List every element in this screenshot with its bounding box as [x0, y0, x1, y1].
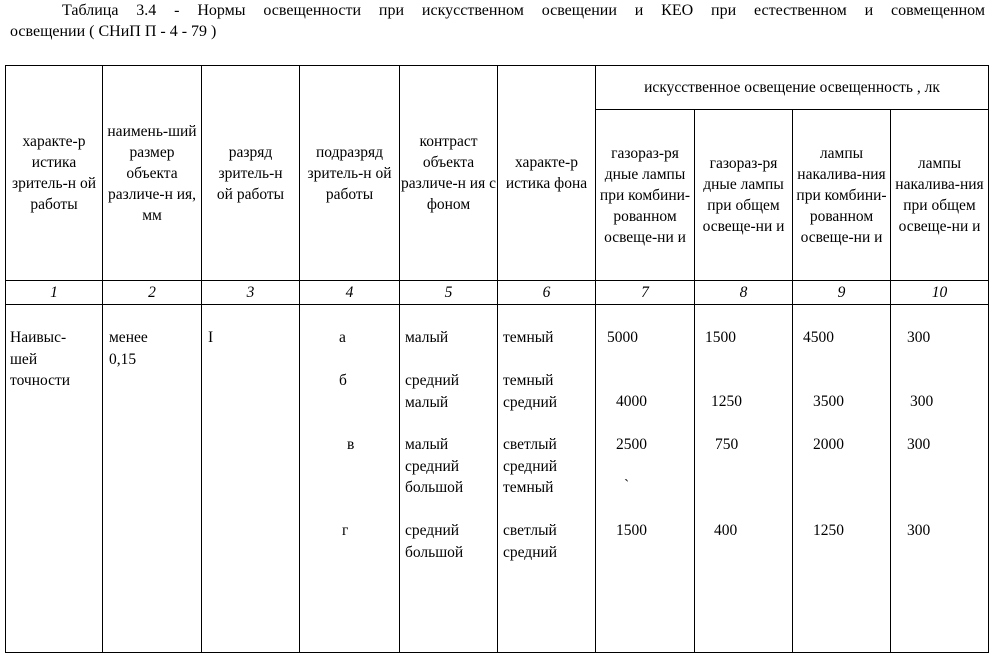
subcategory-v: в: [347, 436, 355, 453]
illuminance-value: 2500: [616, 436, 647, 453]
illuminance-value: 1250: [813, 522, 844, 539]
illuminance-value: 300: [910, 393, 934, 410]
contrast-value: средний большой: [405, 522, 464, 561]
illuminance-value: 4000: [616, 393, 647, 410]
min-size-value: менее 0,15: [109, 329, 148, 368]
background-value: светлый средний: [503, 522, 558, 561]
column-number: 3: [246, 284, 255, 301]
subcategory-g: г: [342, 522, 349, 539]
category-value: I: [208, 329, 214, 346]
header-gas-discharge-general: газораз-ря дные лампы при общем освеще-ни и: [702, 155, 785, 235]
contrast-value: малый: [405, 329, 449, 346]
table-border-bottom: [5, 652, 989, 653]
contrast-value: средний малый: [405, 372, 460, 411]
group-header-artificial-lighting: искусственное освещение освещенность , лк: [644, 78, 940, 96]
illuminance-value: 1500: [705, 329, 736, 346]
column-number: 9: [837, 284, 846, 301]
header-incandescent-general: лампы накалива-ния при общем освеще-ни и: [895, 155, 984, 235]
background-value: темный средний: [503, 372, 558, 411]
background-value: темный: [503, 329, 554, 346]
illuminance-value: 750: [715, 436, 739, 453]
header-min-object-size: наимень-ший размер объекта различе-н ия, мм: [107, 122, 197, 224]
header-background-characteristic: характе-р истика фона: [505, 154, 588, 192]
table-border-right: [988, 65, 989, 653]
header-gas-discharge-combined: газораз-ря дные лампы при комбини-рованном освеще-ни и: [599, 144, 691, 246]
illuminance-value: 300: [907, 522, 931, 539]
illuminance-value: 1250: [711, 393, 742, 410]
illuminance-value: 1500: [616, 522, 647, 539]
contrast-value: малый средний большой: [405, 436, 464, 496]
illuminance-value: 300: [907, 329, 931, 346]
column-number: 5: [444, 284, 453, 301]
subcategory-a: а: [339, 329, 346, 346]
background-value: светлый средний темный: [503, 436, 558, 496]
column-number: 1: [50, 284, 58, 301]
header-object-contrast: контраст объекта различе-н ия с фоном: [401, 133, 496, 213]
column-number: 2: [148, 284, 156, 301]
header-visual-work-subcategory: подразряд зритель-н ой работы: [307, 143, 392, 203]
illuminance-value: 2000: [813, 436, 844, 453]
illuminance-value: 300: [907, 436, 931, 453]
stray-mark: `: [624, 477, 630, 494]
work-characteristic-value: Наивыс- шей точности: [10, 329, 71, 389]
subcategory-b: б: [339, 372, 347, 389]
column-number: 7: [641, 284, 649, 301]
caption-line-1: Таблица 3.4 - Нормы освещенности при искусственном освещении и КЕО при естественном и совмещенном: [62, 2, 985, 19]
illuminance-value: 5000: [607, 329, 638, 346]
table-caption: [10, 0, 985, 42]
header-incandescent-combined: лампы накалива-ния при комбини-рованном освеще-ни и: [796, 144, 887, 246]
column-number: 4: [345, 284, 354, 301]
header-work-characteristic: характе-р истика зритель-н ой работы: [11, 133, 96, 213]
numbers-divider: [5, 304, 989, 305]
norms-table: [5, 65, 989, 653]
illuminance-value: 3500: [813, 393, 844, 410]
caption-line-2: освещении ( СНиП П - 4 - 79 ): [10, 23, 217, 40]
column-number: 8: [739, 284, 748, 301]
column-number: 10: [931, 284, 948, 301]
column-number: 6: [542, 284, 551, 301]
illuminance-value: 400: [714, 522, 738, 539]
illuminance-value: 4500: [803, 329, 834, 346]
header-visual-work-category: разряд зритель-н ой работы: [216, 143, 285, 203]
